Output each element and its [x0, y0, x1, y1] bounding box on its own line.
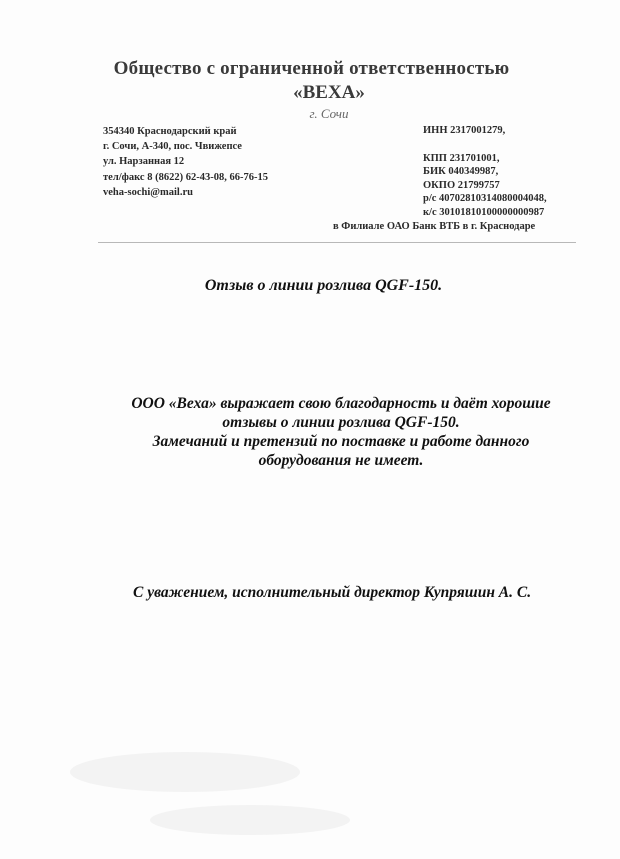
header-divider — [98, 242, 576, 243]
body-line: ООО «Веха» выражает свою благодарность и даёт хорошие — [131, 395, 551, 412]
bank-kpp: КПП 231701001, — [423, 152, 500, 164]
scan-smudge — [150, 805, 350, 835]
address-line-street: ул. Нарзанная 12 — [103, 156, 185, 168]
company-brand: «ВЕХА» — [293, 82, 365, 103]
document-body — [0, 394, 620, 470]
bank-account: р/с 40702810314080004048, — [423, 193, 547, 205]
address-line-email: veha-sochi@mail.ru — [103, 186, 193, 198]
bank-gap — [423, 138, 547, 152]
bank-bik: БИК 040349987, — [423, 166, 499, 178]
scan-smudge — [70, 752, 300, 792]
address-line-city: г. Сочи, А-340, пос. Чвижепсе — [103, 141, 242, 153]
bank-branch: в Филиале ОАО Банк ВТБ в г. Краснодаре — [333, 221, 536, 232]
body-line: отзывы о линии розлива QGF-150. — [222, 414, 460, 431]
bank-corr-account: к/с 30101810100000000987 — [423, 206, 545, 218]
body-line: Замечаний и претензий по поставке и работе данного — [152, 433, 530, 450]
company-name: Общество с ограниченной ответственностью — [113, 58, 510, 79]
bank-details-block — [423, 124, 547, 220]
document-title: Отзыв о линии розлива QGF-150. — [204, 277, 443, 294]
signature-line: С уважением, исполнительный директор Купряшин А. С. — [133, 584, 532, 601]
bank-inn: ИНН 2317001279, — [423, 125, 506, 136]
address-line-region: 354340 Краснодарский край — [103, 126, 237, 137]
address-line-phone: тел/факс 8 (8622) 62-43-08, 66-76-15 — [103, 171, 268, 183]
company-address-block — [103, 124, 268, 200]
company-city: г. Сочи — [309, 106, 349, 121]
bank-okpo: ОКПО 21799757 — [423, 179, 500, 191]
body-line: оборудования не имеет. — [258, 452, 424, 469]
